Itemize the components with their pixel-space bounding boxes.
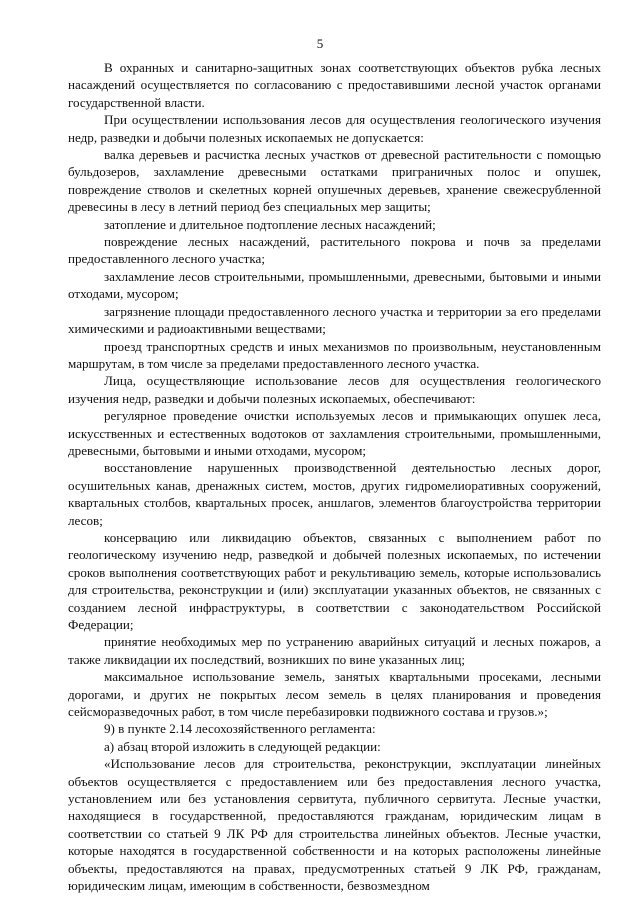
paragraph: восстановление нарушенных производственной деятельностью лесных дорог, осушительных канав, дренажных систем, мостов, других гидромелиоративных сооружений, квартальных столбов, квартальных просек, аншлагов, элементов благоустройства территории лесов; [68, 460, 601, 528]
paragraph: а) абзац второй изложить в следующей редакции: [104, 738, 381, 754]
paragraph: При осуществлении использования лесов для осуществления геологического изучения недр, разведки и добычи полезных ископаемых не допускается: [68, 112, 601, 145]
paragraph: захламление лесов строительными, промышленными, древесными, бытовыми и иными отходами, мусором; [68, 268, 601, 302]
paragraph: регулярное проведение очистки используемых лесов и примыкающих опушек леса, искусственных и естественных водотоков от захламления строительными, промышленными, древесными, бытовыми и иными отходами, мусором; [68, 408, 601, 458]
paragraph: В охранных и санитарно-защитных зонах соответствующих объектов рубка лесных насаждений осуществляется по согласованию с предоставившими лесной участок органами государственной власти. [68, 60, 601, 110]
page-number: 5 [316, 36, 324, 51]
paragraph: загрязнение площади предоставленного лесного участка и территории за его пределами химическими и радиоактивными веществами; [68, 303, 601, 337]
paragraph: проезд транспортных средств и иных механизмов по произвольным, неустановленным маршрутам, в том числе за пределами предоставленного лесного участка. [68, 338, 601, 371]
paragraph: максимальное использование земель, занятых квартальными просеками, лесными дорогами, и других не покрытых лесом земель в целях планирования и проведения сейсморазведочных работ, в том числе перебазировки подвижного состава и грузов.»; [68, 669, 601, 720]
paragraph: принятие необходимых мер по устранению аварийных ситуаций и лесных пожаров, а также ликвидации их последствий, возникших по вине указанных лиц; [68, 634, 601, 667]
paragraph: 9) в пункте 2.14 лесохозяйственного регламента: [104, 721, 376, 737]
paragraph: консервацию или ликвидацию объектов, связанных с выполнением работ по геологическому изучению недр, разведкой и добычей полезных ископаемых, по истечении сроков выполнения соответствующих работ и рекультивацию земель, которые использовались для строительства, реконструкции и (или) эксплуатации указанных объектов, не связанных с созданием лесной инфраструктуры, в соответствии с законодательством Российской Федерации; [68, 529, 601, 632]
paragraph: затопление и длительное подтопление лесных насаждений; [104, 216, 436, 232]
document-body [68, 59, 601, 895]
paragraph: «Использование лесов для строительства, реконструкции, эксплуатации линейных объектов осуществляется с предоставлением или без предоставления лесного участка, установлением или без установления сервитута, публичного сервитута. Лесные участки, находящиеся в государственной, предоставляются гражданам, юридическим лицам в соответствии со статьей 9 ЛК РФ для строительства линейных объектов. Лесные участки, которые находятся в государственной собственности и на которых расположены линейные объекты, предоставляются на правах, предусмотренных статьей 9 ЛК РФ, гражданам, юридическим лицам, имеющим в собственности, безвозмездном [68, 756, 601, 894]
paragraph: валка деревьев и расчистка лесных участков от древесной растительности с помощью бульдозеров, захламление древесными остатками приграничных полос и опушек, повреждение стволов и скелетных корней опушечных деревьев, хранение свежесрубленной древесины в лесу в летний период без специальных мер защиты; [68, 147, 601, 215]
paragraph: Лица, осуществляющие использование лесов для осуществления геологического изучения недр, разведки и добычи полезных ископаемых, обеспечивают: [68, 373, 601, 406]
paragraph: повреждение лесных насаждений, растительного покрова и почв за пределами предоставленного лесного участка; [68, 234, 601, 267]
